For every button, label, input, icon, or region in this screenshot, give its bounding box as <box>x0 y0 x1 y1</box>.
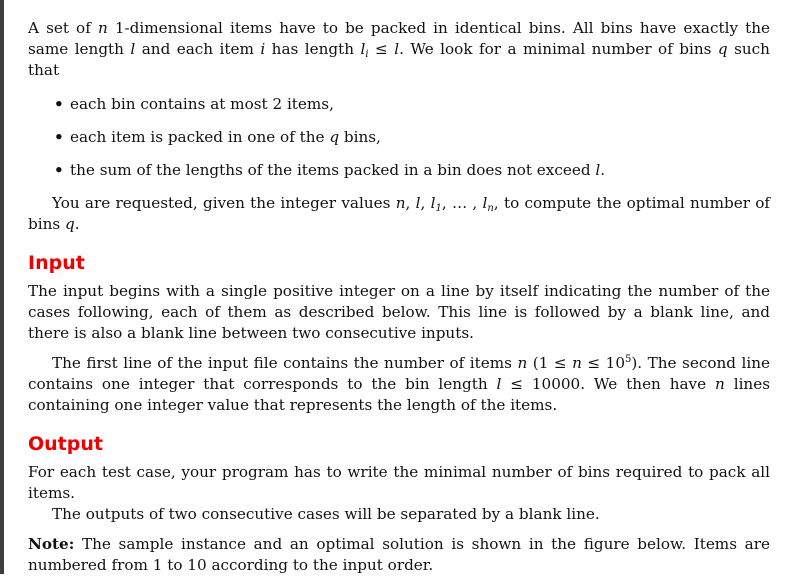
list-item: • the sum of the lengths of the items packed in a bin does not exceed l. <box>54 160 770 181</box>
intro-paragraph: A set of n 1-dimensional items have to be packed in identical bins. All bins have exactly the same length l and each item i has length $l_i \le l$. We look for a minimal number of bins q such that <box>28 19 771 79</box>
output-paragraph-2: The outputs of two consecutive cases will be separated by a blank line. <box>52 505 600 523</box>
output-paragraph-1: For each test case, your program has to write the minimal number of bins required to pack all items. <box>28 463 770 502</box>
list-item: • each bin contains at most 2 items, <box>54 94 770 115</box>
constraint-list <box>28 94 770 181</box>
problem-statement <box>28 18 770 576</box>
note-paragraph: Note: The sample instance and an optimal solution is shown in the figure below. Items are numbered from 1 to 10 according to the input order. <box>28 535 770 574</box>
note-label: Note: <box>28 535 75 553</box>
input-heading: Input <box>28 252 85 274</box>
left-margin-bar <box>0 0 4 574</box>
output-heading: Output <box>28 433 103 455</box>
list-item: • each item is packed in one of the q bins, <box>54 127 770 148</box>
input-paragraph-1: The input begins with a single positive integer on a line by itself indicating the number of the cases following, each of them as described below. This line is followed by a blank line, and there is also a blank line between two consecutive inputs. <box>28 282 770 342</box>
task-paragraph: You are requested, given the integer values n, l, $l_1$, … , $l_n$, to compute the optimal number of bins q. <box>28 194 771 233</box>
input-paragraph-2: The first line of the input file contains the number of items n $(1 \le n \le 10^5)$. The second line contains one integer that corresponds to the bin length l ≤ 10000. We then have n lines containing one integer value that represents the length of the items. <box>28 354 770 414</box>
